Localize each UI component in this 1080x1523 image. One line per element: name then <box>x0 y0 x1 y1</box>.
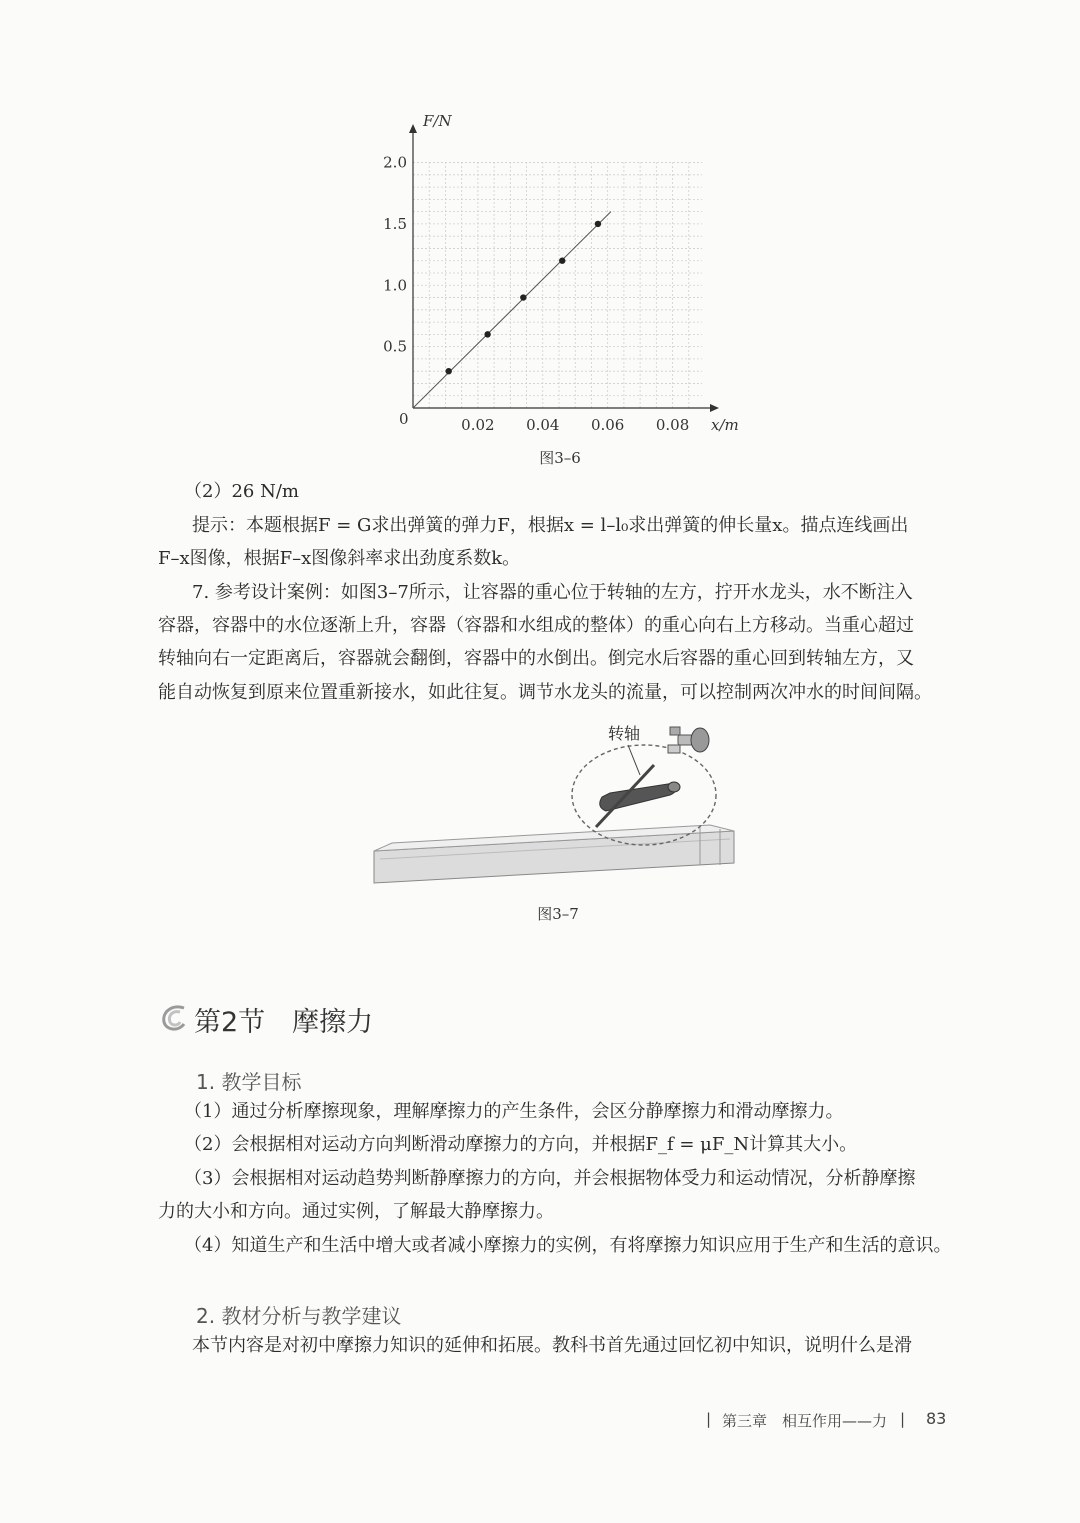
answer-2: （2）26 N/m <box>184 481 299 502</box>
x-tick-label: 0.06 <box>590 416 625 434</box>
item7-line-2: 容器，容器中的水位逐渐上升，容器（容器和水组成的整体）的重心向右上方移动。当重心超过 <box>158 615 914 636</box>
figure-3-6-caption: 图3–6 <box>539 449 581 467</box>
analysis-line-1: 本节内容是对初中摩擦力知识的延伸和拓展。教科书首先通过回忆初中知识，说明什么是滑 <box>192 1335 912 1356</box>
analysis-heading: 2. 教材分析与教学建议 <box>196 1304 402 1328</box>
origin-label: 0 <box>399 410 409 428</box>
figure-3-7-illustration <box>370 715 740 890</box>
data-point <box>484 331 490 337</box>
y-tick-label: 2.0 <box>383 153 407 172</box>
section-swirl-icon <box>158 1002 190 1034</box>
y-tick-label: 1.5 <box>383 214 407 233</box>
data-point <box>595 221 601 227</box>
x-tick-label: 0.04 <box>526 416 560 434</box>
goal-4: （4）知道生产和生活中增大或者减小摩擦力的实例，有将摩擦力知识应用于生产和生活的意识。 <box>184 1235 952 1256</box>
data-point <box>559 258 565 264</box>
goal-3-line-2: 力的大小和方向。通过实例，了解最大静摩擦力。 <box>158 1201 554 1222</box>
footer-divider-right: | <box>900 1410 906 1428</box>
item7-line-4: 能自动恢复到原来位置重新接水，如此往复。调节水龙头的流量，可以控制两次冲水的时间间隔。 <box>158 682 932 703</box>
data-point <box>520 294 526 300</box>
y-axis-label: F/N <box>423 112 452 130</box>
y-tick-label: 1.0 <box>383 276 407 295</box>
x-tick-label: 0.02 <box>461 416 495 434</box>
x-tick-label: 0.08 <box>655 416 690 434</box>
hint-line-2: F–x图像，根据F–x图像斜率求出劲度系数k。 <box>158 548 521 569</box>
hint-line-1: 提示：本题根据F = G求出弹簧的弹力F，根据x = l–l₀求出弹簧的伸长量x。描点连线画出 <box>192 515 909 536</box>
footer-chapter: 第三章 相互作用——力 <box>722 1412 888 1430</box>
data-point <box>445 368 451 374</box>
goals-heading: 1. 教学目标 <box>196 1070 302 1094</box>
x-axis-label: x/m <box>711 416 739 434</box>
y-axis-arrow <box>409 124 417 133</box>
y-tick-label: 0.5 <box>383 337 407 356</box>
figure-3-6-chart <box>360 108 740 438</box>
item7-line-1: 7. 参考设计案例：如图3–7所示，让容器的重心位于转轴的左方，拧开水龙头，水不断注入 <box>192 582 913 603</box>
goal-2: （2）会根据相对运动方向判断滑动摩擦力的方向，并根据F_f = μF_N计算其大小。 <box>184 1134 858 1155</box>
chart-grid <box>413 163 702 408</box>
goal-1: （1）通过分析摩擦现象，理解摩擦力的产生条件，会区分静摩擦力和滑动摩擦力。 <box>184 1101 844 1122</box>
item7-line-3: 转轴向右一定距离后，容器就会翻倒，容器中的水倒出。倒完水后容器的重心回到转轴左方，又 <box>158 648 914 669</box>
page-number: 83 <box>926 1409 947 1428</box>
footer-divider-left: | <box>706 1410 712 1428</box>
section-title: 第2节 摩擦力 <box>194 1007 374 1038</box>
faucet-icon <box>668 727 709 753</box>
goal-3-line-1: （3）会根据相对运动趋势判断静摩擦力的方向，并会根据物体受力和运动情况，分析静摩擦 <box>184 1168 916 1189</box>
x-axis-arrow <box>710 404 719 412</box>
figure-3-7-caption: 图3–7 <box>537 905 579 923</box>
pivot-label: 转轴 <box>608 724 641 743</box>
